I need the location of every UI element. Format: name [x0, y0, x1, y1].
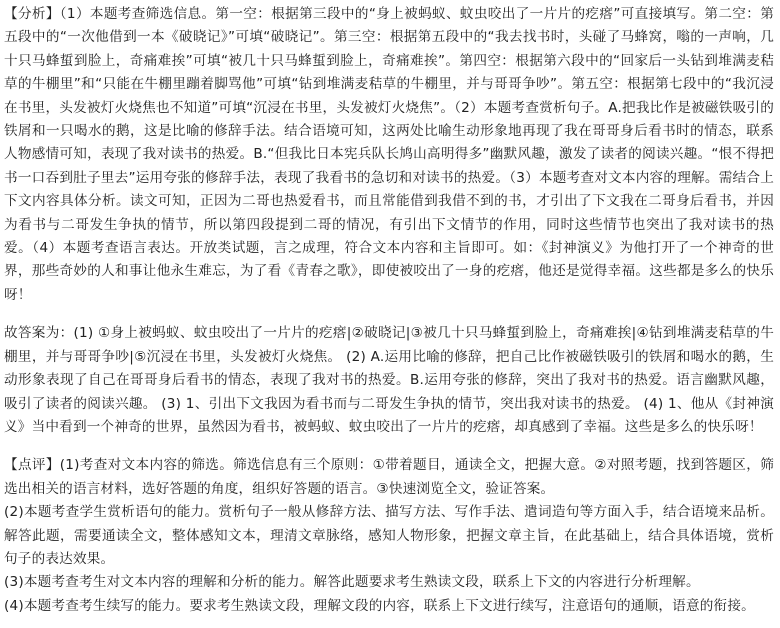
review-paragraph-3: (3)本题考查考生对文本内容的理解和分析的能力。解答此题要求考生熟读文段，联系上下文的内容进行分析理解。 [4, 574, 700, 591]
review-paragraph-1: 【点评】(1)考查对文本内容的筛选。筛选信息有三个原则：①带着题目，通读全文，把握大意。②对照考题，找到答题区，筛选出相关的语言材料，选好答题的角度，组织好答题的语言。③快速浏览全文，验证答案。 [4, 457, 774, 497]
answer-paragraph: 故答案为：(1) ①身上被蚂蚁、蚊虫咬出了一片片的疙瘩|②破晓记|③被几十只马蜂蜇到脸上，奇痛难挨|④钻到堆满麦秸草的牛棚里，并与哥哥争吵|⑤沉浸在书里，头发被灯火烧焦。 (2) A.运用比喻的修辞，把自己比作被磁铁吸引的铁屑和喝水的鹅，生动形象表现了自己在哥哥身后看书的情态，表现了我对书的热爱。B.运用夸张的修辞，突出了我对书的热爱。语言幽默风趣，吸引了读者的阅读兴趣。 (3) 1、引出下文我因为看书而与二哥发生争执的情节，突出我对读书的热爱。 (4) 1、他从《封神演义》当中看到一个神奇的世界，虽然因为看书，被蚂蚁、蚊虫咬出了一片片的疙瘩，却真感到了幸福。这些是多么的快乐呀！ [4, 325, 774, 435]
review-paragraph-2: (2)本题考查学生赏析语句的能力。赏析句子一般从修辞方法、描写方法、写作手法、遣词造句等方面入手，结合语境来品析。解答此题，需要通读全文，整体感知文本，理清文章脉络，感知人物形象，把握文章主旨，在此基础上，结合具体语境，赏析句子的表达效果。 [4, 504, 774, 567]
review-paragraph-4: (4)本题考查考生续写的能力。要求考生熟读文段，理解文段的内容，联系上下文进行续写，注意语句的通顺，语意的衔接。 [4, 597, 755, 614]
analysis-paragraph: 【分析】（1）本题考查筛选信息。第一空：根据第三段中的“身上被蚂蚁、蚊虫咬出了一片片的疙瘩”可直接填写。第二空：第五段中的“一次他借到一本《破晓记》”可填“破晓记”。第三空：根据第五段中的“我去找书时，头碰了马蜂窝，嗡的一声响，几十只马蜂蜇到脸上，奇痛难挨”可填“被几十只马蜂蜇到脸上，奇痛难挨”。第四空：根据第六段中的“回家后一头钻到堆满麦秸草的牛棚里”和“只能在牛棚里蹦着脚骂他”可填“钻到堆满麦秸草的牛棚里，并与哥哥争吵”。第五空：根据第七段中的“我沉浸在书里，头发被灯火烧焦也不知道”可填“沉浸在书里，头发被灯火烧焦”。（2）本题考查赏析句子。A.把我比作是被磁铁吸引的铁屑和一只喝水的鹅，这是比喻的修辞手法。结合语境可知，这两处比喻生动形象地再现了我在哥哥身后看书时的情态，联系人物感情可知，表现了我对读书的热爱。B.“但我比日本宪兵队长鸠山高明得多”幽默风趣，激发了读者的阅读兴趣。“恨不得把书一口吞到肚子里去”运用夸张的修辞手法，表现了我看书的急切和对读书的热爱。（3）本题考查对文本内容的理解。需结合上下文内容具体分析。读文可知，正因为二哥也热爱看书，而且常能借到我借不到的书，才引出了下文我在二哥身后看书，并因为看书与二哥发生争执的情节，所以第四段提到二哥的情况，有引出下文情节的作用，同时这些情节也突出了我对读书的热爱。（4）本题考查语言表达。开放类试题，言之成理，符合文本内容和主旨即可。如：《封神演义》为他打开了一个神奇的世界，那些奇妙的人和事让他永生难忘，为了看《青春之歌》，即使被咬出了一身的疙瘩，他还是觉得幸福。这些都是多么的快乐呀！ [4, 6, 774, 303]
spacer [4, 307, 774, 322]
spacer [4, 439, 774, 454]
